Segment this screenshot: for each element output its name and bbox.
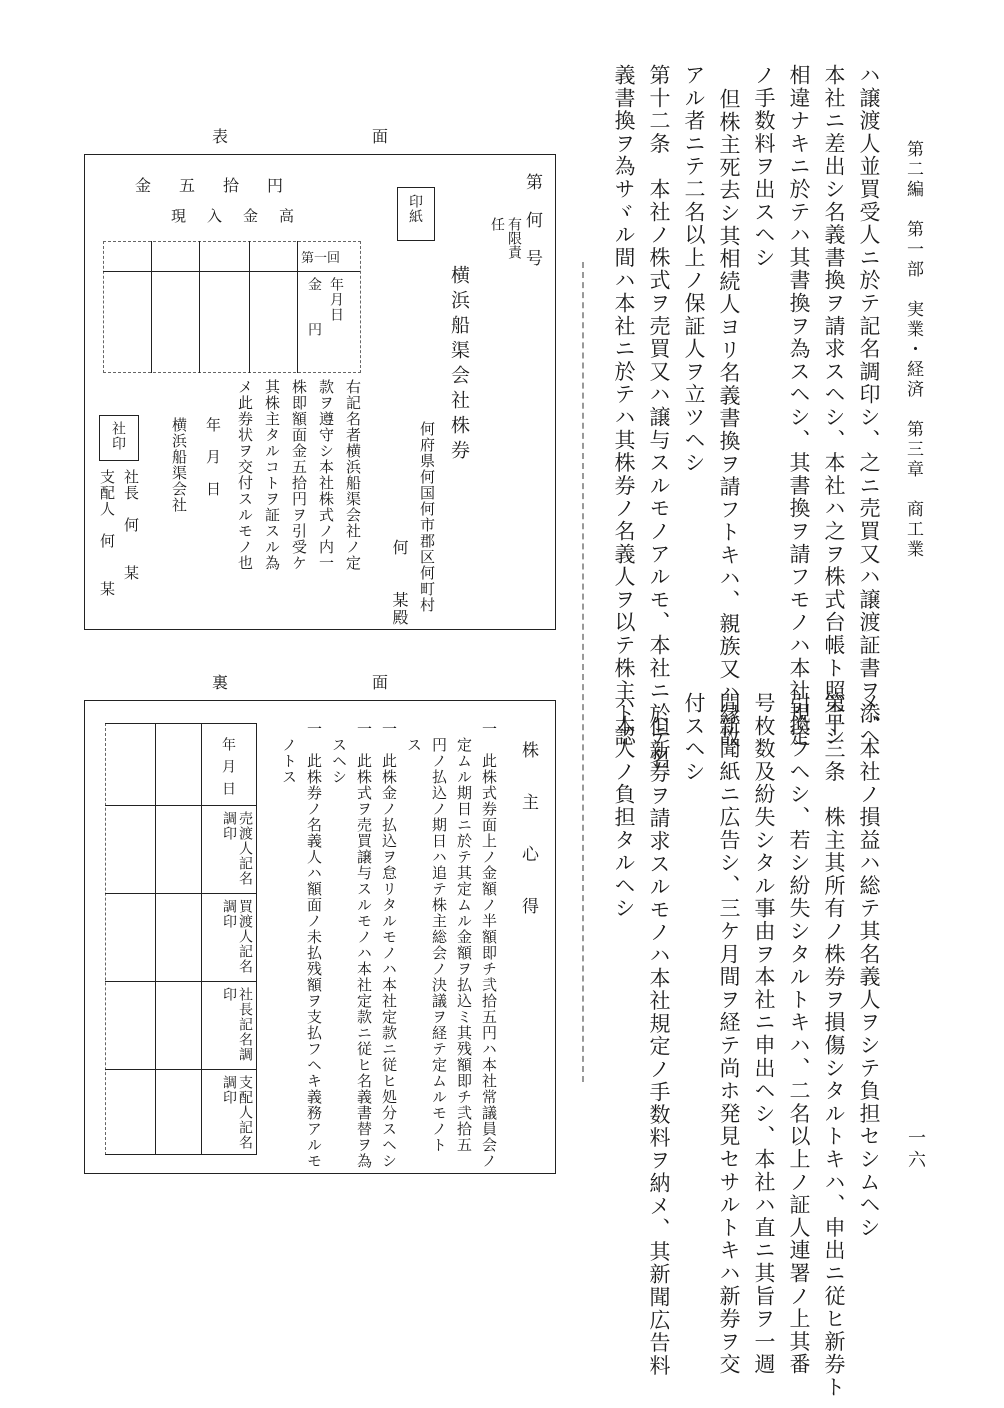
notice-line: 定ムル期日ニ於テ其定ムル金額ヲ払込ミ其残額即チ弐拾五 (455, 721, 473, 1153)
table-row-buyer: 買渡人記名調印 (221, 899, 253, 974)
table-header-date: 年月日 (220, 737, 236, 803)
body-line: 款ヲ遵守シ本社株式ノ内一 (317, 379, 335, 571)
issuer-name: 横浜船渠会社 (170, 417, 188, 513)
transfer-table (105, 723, 257, 1155)
revenue-stamp-box (397, 187, 435, 241)
certificate-back (84, 700, 556, 1174)
notice-line: 一 此株式ヲ売買譲与スルモノハ本社定款ニ従ヒ名義書替ヲ為 (355, 721, 373, 1169)
text-column: ノ手数料ヲ出スヘシ (752, 64, 776, 270)
text-column: ハ譲渡人並買受人ニ於テ記名調印シ、之ニ売買又ハ譲渡証書ヲ添ヘ (857, 64, 881, 748)
table-row-manager: 支配人記名調印 (221, 1075, 253, 1150)
running-head: 第二編 第一部 実業・経済 第三章 商工業 (903, 140, 923, 560)
text-column: ハ本人ノ負担タルヘシ (612, 692, 636, 920)
notice-line: 一 此株金ノ払込ヲ怠リタルモノハ本社定款ニ従ヒ処分スヘシ (380, 721, 398, 1169)
notice-line: 円ノ払込ノ期日ハ追テ株主総会ノ決議ヲ経テ定ムルモノト (430, 721, 448, 1153)
text-column: 引換フヘシ、若シ紛失シタルトキハ、二名以上ノ証人連署ノ上其番 (787, 692, 811, 1376)
company-seal: 社印 (110, 421, 126, 451)
amount-subtitle: 現 入 金 高 (171, 207, 298, 225)
text-column: 間新聞紙ニ広告シ、三ケ月間ヲ経テ尚ホ発見セサルトキハ新券ヲ交 (717, 692, 741, 1376)
body-line: 右記名者横浜船渠会社ノ定 (344, 379, 362, 571)
certificate-front (84, 154, 556, 630)
date-cell: 年月日 (328, 277, 344, 322)
amount-title: 金 五 拾 円 (135, 176, 290, 195)
issue-date: 年 月 日 (204, 417, 222, 497)
body-line: 其株主タルコトヲ証スル為 (263, 379, 281, 571)
president-line: 社長 何 某 (122, 469, 140, 581)
text-column: 付スヘシ (682, 692, 706, 784)
notice-line: 一 此株券ノ名義人ハ額面ノ未払残額ヲ支払フヘキ義務アルモ (305, 721, 323, 1169)
text-column: 第十三条 株主其所有ノ株券ヲ損傷シタルトキハ、申出ニ従ヒ新券ト (822, 692, 846, 1399)
front-caption: 表 面 (212, 127, 389, 146)
text-column: 但株主死去シ其相続人ヨリ名義書換ヲ請フトキハ、親族又ハ縁故 (717, 88, 741, 750)
notice-line: ス (405, 721, 423, 753)
notice-line: 一 此株式券面上ノ金額ノ半額即チ弐拾五円ハ本社常議員会ノ (480, 721, 498, 1169)
text-column: 第十二条 本社ノ株式ヲ売買又ハ譲与スルモノアルモ、本社ニ於テ名 (647, 64, 671, 771)
company-title: 横浜船渠会社株券 (448, 265, 470, 465)
text-column: 義書換ヲ為サヾル間ハ本社ニ於テハ其株券ノ名義人ヲ以テ株主ト認 (612, 64, 636, 748)
amount-cell: 金 円 (306, 277, 322, 337)
text-column: 但新券ヲ請求スルモノハ本社規定ノ手数料ヲ納メ、其新聞広告料 (647, 716, 671, 1378)
address: 何府県何国何市郡区何町村 (418, 421, 436, 613)
text-column: 号枚数及紛失シタル事由ヲ本社ニ申出ヘシ、本社ハ直ニ其旨ヲ一週 (752, 692, 776, 1376)
page-number: 一六 (905, 1128, 926, 1172)
table-row-seller: 売渡人記名調印 (221, 811, 253, 886)
body-line: メ此券状ヲ交付スルモノ也 (236, 379, 254, 571)
body-line: 株即額面金五拾円ヲ引受ケ (290, 379, 308, 571)
company-seal-box (99, 415, 139, 461)
installment-grid (103, 241, 361, 373)
text-column: 相違ナキニ於テハ其書換ヲ為スヘシ、其書換ヲ請フモノハ本社規定 (787, 64, 811, 748)
back-title: 株 主 心 得 (518, 741, 538, 923)
back-caption: 裏 面 (212, 673, 389, 692)
number-label: 第 何 号 (522, 173, 542, 268)
notice-line: スヘシ (330, 721, 348, 785)
table-row-president: 社長記名調印 (221, 987, 253, 1062)
installment-label: 第一回 (301, 251, 341, 266)
manager-line: 支配人 何 某 (98, 469, 116, 597)
text-column: メ、本社ノ損益ハ総テ其名義人ヲシテ負担セシムヘシ (857, 692, 881, 1240)
notice-line: ノトス (280, 721, 298, 785)
text-column: アル者ニテ二名以上ノ保証人ヲ立ツヘシ (682, 64, 706, 475)
company-prefix: 有限責任 (489, 217, 522, 259)
holder-name: 何 某殿 (390, 539, 409, 627)
revenue-stamp: 印紙 (407, 194, 423, 224)
column-divider (582, 262, 584, 1082)
text-column: 本社ニ差出シ名義書換ヲ請求スヘシ、本社ハ之ヲ株式台帳ト照合シ (822, 64, 846, 748)
